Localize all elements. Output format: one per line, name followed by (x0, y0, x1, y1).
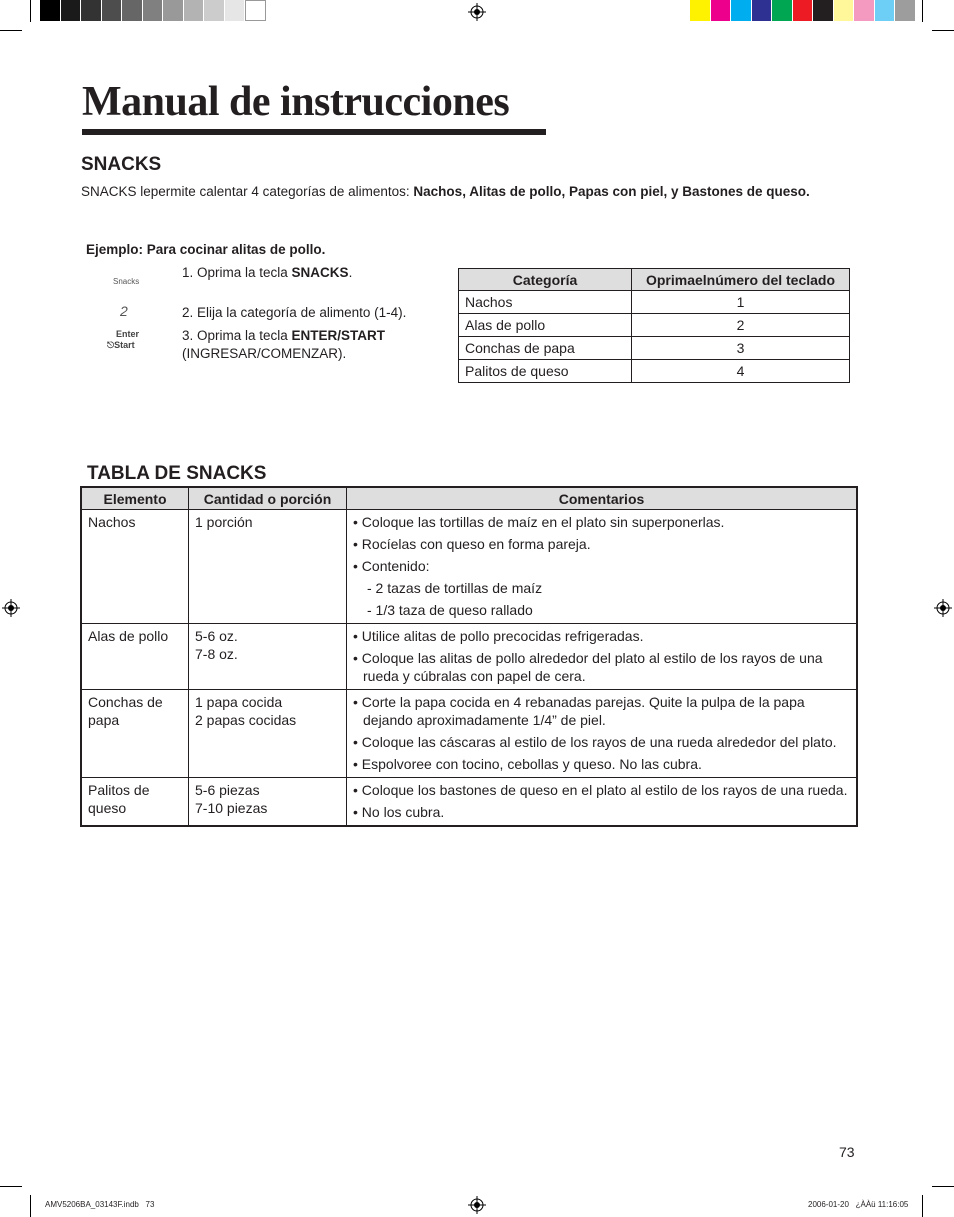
registration-mark-icon (468, 1196, 486, 1214)
color-swatch (225, 0, 246, 21)
start-key-icon: ⎋Start (107, 340, 135, 350)
step-1 (182, 264, 352, 282)
quantity-line: 7-10 piezas (195, 800, 268, 816)
quantity-line: 7-8 oz. (195, 646, 238, 662)
comment-item: • Contenido: (353, 558, 430, 574)
comments-cell (347, 624, 858, 690)
table-row (459, 291, 850, 314)
comment-item: • Coloque las tortillas de maíz en el plato sin superponerlas. (353, 514, 725, 530)
table-row (459, 337, 850, 360)
crop-mark (922, 1195, 923, 1217)
quantity-cell (189, 510, 347, 624)
color-swatch (163, 0, 184, 21)
example-heading: Ejemplo: Para cocinar alitas de pollo. (86, 242, 326, 257)
color-swatch (122, 0, 143, 21)
item-cell: Nachos (81, 510, 189, 624)
crop-mark (0, 30, 22, 31)
color-swatch (184, 0, 205, 21)
key-number-cell: 1 (632, 291, 850, 314)
column-header: Comentarios (347, 487, 858, 510)
enter-key-label: Enter (116, 329, 140, 339)
snacks-intro (81, 183, 841, 201)
category-cell: Palitos de queso (459, 360, 632, 383)
comment-item: • Coloque las alitas de pollo alrededor del plato al estilo de los rayos de una rueda y cúbralas con papel de cera. (353, 650, 823, 684)
quantity-line: 5-6 oz. (195, 628, 238, 644)
footer-timestamp: 2006-01-20 ¿ÀÀü 11:16:05 (808, 1200, 909, 1209)
comments-cell (347, 510, 858, 624)
start-key-label: Start (114, 340, 135, 350)
quantity-cell (189, 690, 347, 778)
comment-item: • Corte la papa cocida en 4 rebanadas parejas. Quite la pulpa de la papa dejando aproximadamente 1/4” de piel. (353, 694, 805, 728)
footer-file-name: AMV5206BA_03143F.indb 73 (45, 1200, 155, 1209)
step-1-end: . (348, 265, 353, 280)
snacks-table (80, 486, 858, 827)
color-swatch (40, 0, 61, 21)
number-2-key-icon: 2 (120, 303, 128, 319)
page-title: Manual de instrucciones (82, 79, 510, 125)
step-2: 2. Elija la categoría de alimento (1-4). (182, 305, 407, 320)
page-number: 73 (839, 1144, 855, 1160)
comments-cell (347, 690, 858, 778)
table-row (81, 510, 857, 624)
color-swatch (772, 0, 793, 21)
color-swatch (711, 0, 732, 21)
crop-mark (922, 0, 923, 22)
item-cell: Conchas de papa (81, 690, 189, 778)
snacks-intro-text: SNACKS lepermite calentar 4 categorías de alimentos: (81, 184, 414, 199)
quantity-line: 5-6 piezas (195, 782, 260, 798)
quantity-line: 1 papa cocida (195, 694, 283, 710)
comment-item: • Rocíelas con queso en forma pareja. (353, 536, 591, 552)
comment-item: • Utilice alitas de pollo precocidas refrigeradas. (353, 628, 644, 644)
color-swatch (813, 0, 834, 21)
table-row (81, 624, 857, 690)
snacks-key-icon: Snacks (113, 277, 140, 286)
registration-mark-icon (2, 599, 20, 617)
comments-cell (347, 778, 858, 827)
column-header: Oprimaelnúmero del teclado (632, 269, 850, 291)
quantity-cell (189, 624, 347, 690)
comment-subitem: - 2 tazas de tortillas de maíz (367, 580, 543, 596)
comment-item: • No los cubra. (353, 804, 445, 820)
category-cell: Nachos (459, 291, 632, 314)
step-3-text: 3. Oprima la tecla (182, 328, 292, 343)
step-3 (182, 327, 432, 363)
color-swatch (143, 0, 164, 21)
column-header: Cantidad o porción (189, 487, 347, 510)
color-swatch (81, 0, 102, 21)
comment-subitem: - 1/3 taza de queso rallado (367, 602, 533, 618)
table-row (459, 314, 850, 337)
quantity-line: 2 papas cocidas (195, 712, 297, 728)
category-cell: Conchas de papa (459, 337, 632, 360)
category-table-header (459, 269, 850, 291)
color-swatch (102, 0, 123, 21)
crop-mark (932, 30, 954, 31)
category-cell: Alas de pollo (459, 314, 632, 337)
quantity-line: 1 porción (195, 514, 253, 530)
title-underline (82, 129, 546, 135)
step-3-translation: (INGRESAR/COMENZAR). (182, 346, 347, 361)
color-swatch (731, 0, 752, 21)
comment-item: • Coloque las cáscaras al estilo de los rayos de una rueda alrededor del plato. (353, 734, 837, 750)
color-swatch (834, 0, 855, 21)
comment-item: • Coloque los bastones de queso en el plato al estilo de los rayos de una rueda. (353, 782, 848, 798)
quantity-cell (189, 778, 347, 827)
snacks-table-heading: TABLA DE SNACKS (87, 463, 267, 484)
color-swatch (875, 0, 896, 21)
crop-mark (0, 1186, 22, 1187)
color-swatch (895, 0, 916, 21)
step-3-key: ENTER/START (291, 328, 386, 343)
key-number-cell: 3 (632, 337, 850, 360)
color-swatch (752, 0, 773, 21)
table-row (81, 690, 857, 778)
category-table (458, 268, 850, 383)
crop-mark (30, 1195, 31, 1217)
color-swatch (204, 0, 225, 21)
table-row (459, 360, 850, 383)
comment-item: • Espolvoree con tocino, cebollas y queso. No las cubra. (353, 756, 702, 772)
step-1-key: SNACKS (291, 265, 349, 280)
item-cell: Alas de pollo (81, 624, 189, 690)
registration-mark-icon (934, 599, 952, 617)
crop-mark (30, 0, 31, 22)
key-number-cell: 4 (632, 360, 850, 383)
color-swatch (793, 0, 814, 21)
key-number-cell: 2 (632, 314, 850, 337)
crop-mark (932, 1186, 954, 1187)
color-swatch (245, 0, 266, 21)
snacks-intro-categories: Nachos, Alitas de pollo, Papas con piel, y Bastones de queso. (413, 184, 810, 199)
table-row (81, 778, 857, 827)
registration-mark-icon (468, 3, 486, 21)
snacks-heading: SNACKS (81, 154, 162, 175)
column-header: Categoría (459, 269, 632, 291)
color-swatch (854, 0, 875, 21)
snacks-table-header (81, 487, 857, 510)
column-header: Elemento (81, 487, 189, 510)
step-1-text: 1. Oprima la tecla (182, 265, 292, 280)
item-cell: Palitos de queso (81, 778, 189, 827)
color-swatch (61, 0, 82, 21)
color-swatch (690, 0, 711, 21)
